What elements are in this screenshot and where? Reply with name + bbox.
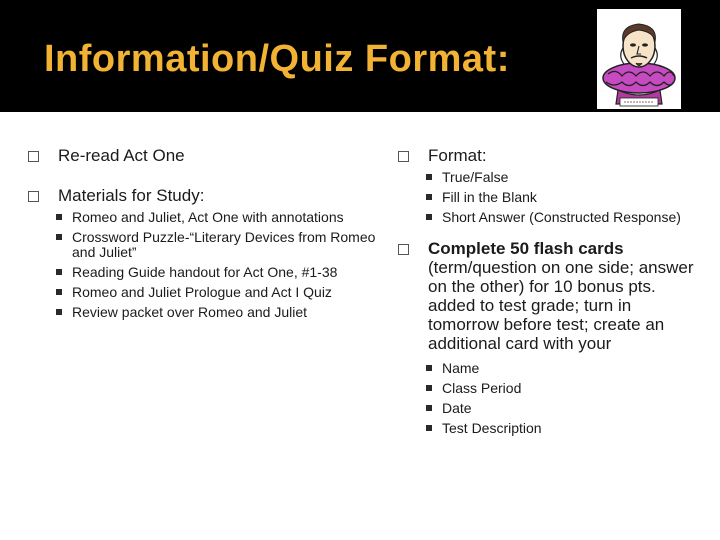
sub-list-item: Crossword Puzzle-“Literary Devices from Romeo and Juliet”	[50, 230, 378, 260]
flash-cards-text: (term/question on one side; answer on the other) for 10 bonus pts. added to test grade; turn in tomorrow before test; create an additional card with your	[428, 258, 694, 353]
item-text: Materials for Study:	[58, 186, 205, 205]
square-bullet-icon	[426, 214, 432, 220]
square-bullet-icon	[56, 234, 62, 240]
square-bullet-icon	[426, 365, 432, 371]
format-list	[420, 170, 698, 225]
sub-list-item: Short Answer (Constructed Response)	[420, 210, 698, 225]
sub-list-item: Reading Guide handout for Act One, #1-38	[50, 265, 378, 280]
materials-list	[50, 210, 378, 320]
list-item	[28, 146, 378, 166]
square-bullet-icon	[426, 385, 432, 391]
item-text: Format:	[428, 146, 487, 165]
square-bullet-icon	[56, 289, 62, 295]
shakespeare-portrait-icon	[596, 8, 682, 110]
sub-list-item: Test Description	[420, 421, 698, 436]
box-bullet-icon	[398, 244, 409, 255]
list-item	[28, 186, 378, 320]
square-bullet-icon	[426, 194, 432, 200]
square-bullet-icon	[56, 309, 62, 315]
box-bullet-icon	[28, 191, 39, 202]
flash-cards-bold: Complete 50 flash cards	[428, 239, 624, 258]
square-bullet-icon	[56, 214, 62, 220]
sub-list-item: Date	[420, 401, 698, 416]
box-bullet-icon	[398, 151, 409, 162]
list-item	[398, 239, 698, 436]
sub-list-item: Name	[420, 361, 698, 376]
card-fields-list	[420, 361, 698, 436]
sub-list-item: Romeo and Juliet Prologue and Act I Quiz	[50, 285, 378, 300]
sub-list-item: Fill in the Blank	[420, 190, 698, 205]
sub-list-item: Review packet over Romeo and Juliet	[50, 305, 378, 320]
right-column	[398, 140, 698, 441]
square-bullet-icon	[426, 174, 432, 180]
square-bullet-icon	[426, 405, 432, 411]
left-column	[28, 140, 378, 325]
list-item	[398, 146, 698, 225]
item-text: Re-read Act One	[58, 146, 185, 165]
square-bullet-icon	[56, 269, 62, 275]
sub-list-item: Class Period	[420, 381, 698, 396]
square-bullet-icon	[426, 425, 432, 431]
box-bullet-icon	[28, 151, 39, 162]
slide-title: Information/Quiz Format:	[44, 38, 510, 80]
title-bar	[0, 0, 720, 112]
sub-list-item: Romeo and Juliet, Act One with annotations	[50, 210, 378, 225]
sub-list-item: True/False	[420, 170, 698, 185]
